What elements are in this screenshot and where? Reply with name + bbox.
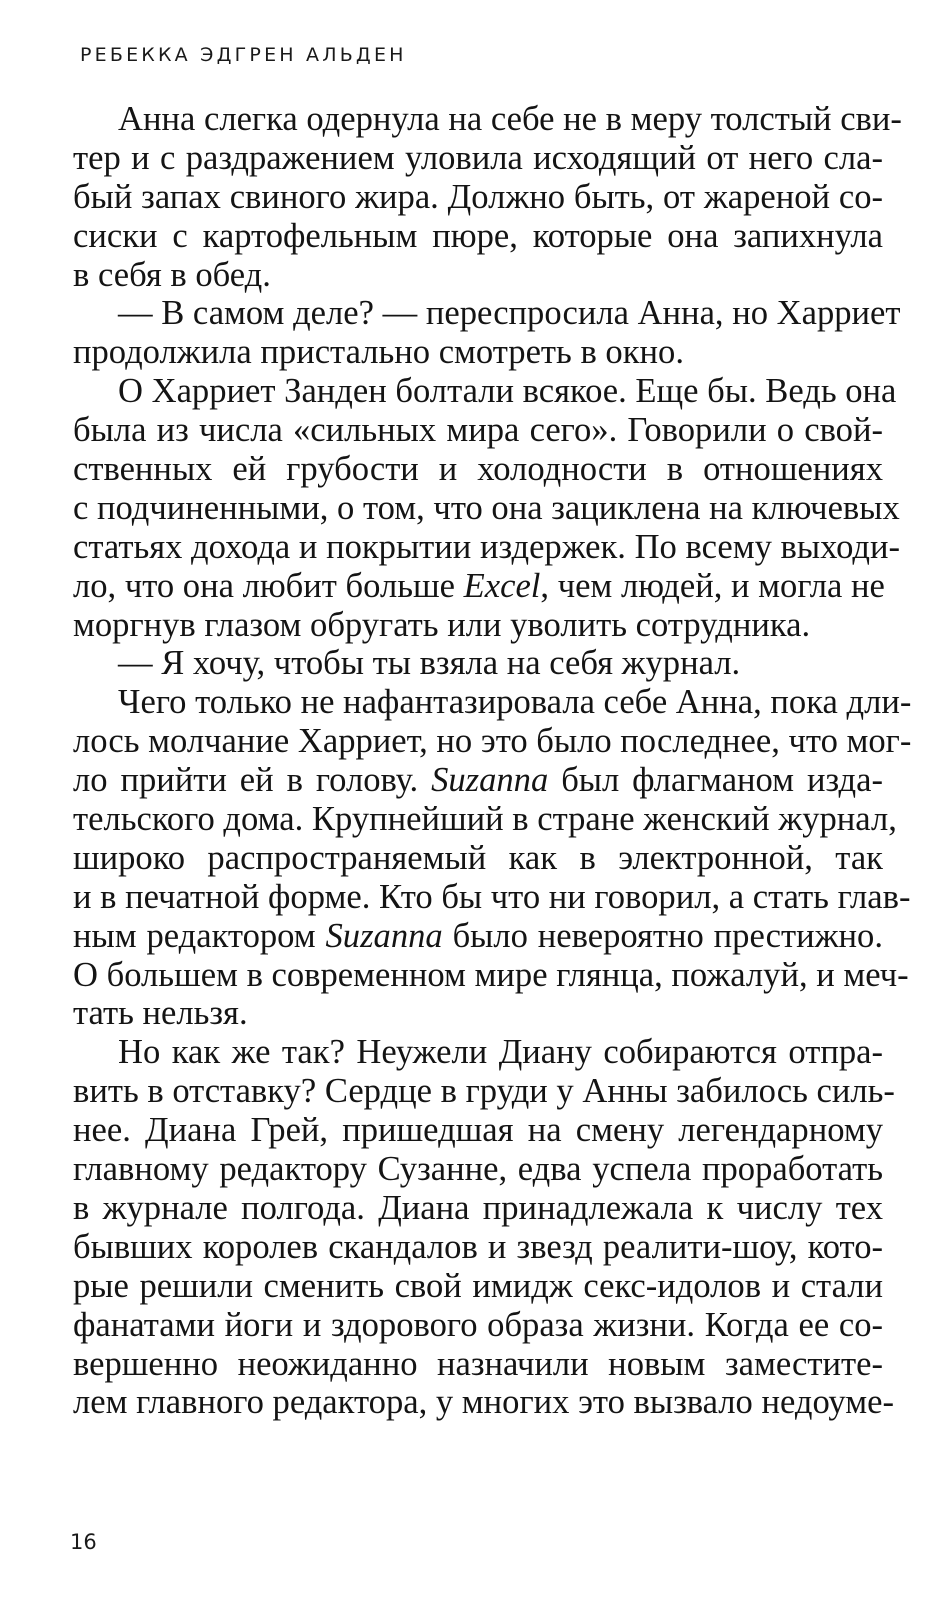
running-header: РЕБЕККА ЭДГРЕН АЛЬДЕН	[80, 44, 407, 66]
text-fragment: ло, что она любит больше	[73, 566, 455, 605]
text-line: — В самом деле? — переспросила Анна, но Харриет	[118, 294, 901, 333]
text-line	[73, 917, 883, 956]
text-line: моргнув глазом обругать или уволить сотрудника.	[73, 605, 811, 644]
text-line: О большем в современном мире глянца, пожалуй, и меч-	[73, 955, 909, 994]
text-line: Анна слегка одернула на себе не в меру толстый сви-	[118, 100, 902, 138]
text-line: бывших королев скандалов и звезд реалити-шоу, кото-	[73, 1227, 883, 1266]
text-fragment: , чем людей, и могла не	[540, 566, 885, 605]
text-line: тер и с раздражением уловила исходящий от него сла-	[73, 138, 883, 177]
text-line: в журнале полгода. Диана принадлежала к числу тех	[73, 1188, 883, 1227]
text-fragment: было невероятно престижно.	[452, 916, 883, 955]
body-text	[73, 100, 912, 1422]
text-line: вершенно неожиданно назначили новым заместите-	[73, 1344, 883, 1383]
text-line: и в печатной форме. Кто бы что ни говорил, а стать глав-	[73, 877, 911, 916]
text-line: ственных ей грубости и холодности в отношениях	[73, 450, 883, 489]
text-line: лось молчание Харриет, но это было последнее, что мог-	[73, 722, 912, 761]
text-line: главному редактору Сузанне, едва успела проработать	[73, 1150, 883, 1189]
text-line	[73, 567, 883, 606]
text-line: рые решили сменить свой имидж секс-идолов и стали	[73, 1266, 883, 1305]
text-line: нее. Диана Грей, пришедшая на смену легендарному	[73, 1111, 883, 1150]
text-line: широко распространяемый как в электронной, так	[73, 838, 883, 877]
text-line	[73, 761, 883, 800]
text-line: с подчиненными, о том, что она зациклена на ключевых	[73, 488, 900, 527]
text-line: фанатами йоги и здорового образа жизни. Когда ее со-	[73, 1305, 883, 1344]
page-number: 16	[70, 1530, 97, 1554]
text-fragment: ло прийти ей в голову.	[73, 761, 419, 800]
text-fragment: ным редактором	[73, 916, 316, 955]
text-line: была из числа «сильных мира сего». Говорили о свой-	[73, 411, 883, 450]
text-line: лем главного редактора, у многих это вызвало недоуме-	[73, 1383, 894, 1422]
text-line: продолжила пристально смотреть в окно.	[73, 333, 684, 372]
text-line: Чего только не нафантазировала себе Анна, пока дли-	[118, 683, 912, 722]
text-line: — Я хочу, чтобы ты взяла на себя журнал.	[118, 644, 741, 683]
text-line: сиски с картофельным пюре, которые она запихнула	[73, 216, 883, 255]
text-line: О Харриет Занден болтали всякое. Еще бы. Ведь она	[118, 372, 897, 411]
text-line: тать нельзя.	[73, 994, 248, 1033]
text-line: статьях дохода и покрытии издержек. По всему выходи-	[73, 527, 900, 566]
text-line: в себя в обед.	[73, 255, 271, 294]
text-line: вить в отставку? Сердце в груди у Анны забилось силь-	[73, 1072, 895, 1111]
italic-term: Excel	[463, 566, 541, 605]
text-line: Но как же так? Неужели Диану собираются отпра-	[118, 1033, 883, 1072]
text-line: бый запах свиного жира. Должно быть, от жареной со-	[73, 177, 883, 216]
text-fragment: был флагманом изда-	[561, 761, 883, 800]
text-line: тельского дома. Крупнейший в стране женский журнал,	[73, 800, 897, 839]
italic-term: Suzanna	[431, 761, 549, 800]
italic-term: Suzanna	[325, 916, 443, 955]
